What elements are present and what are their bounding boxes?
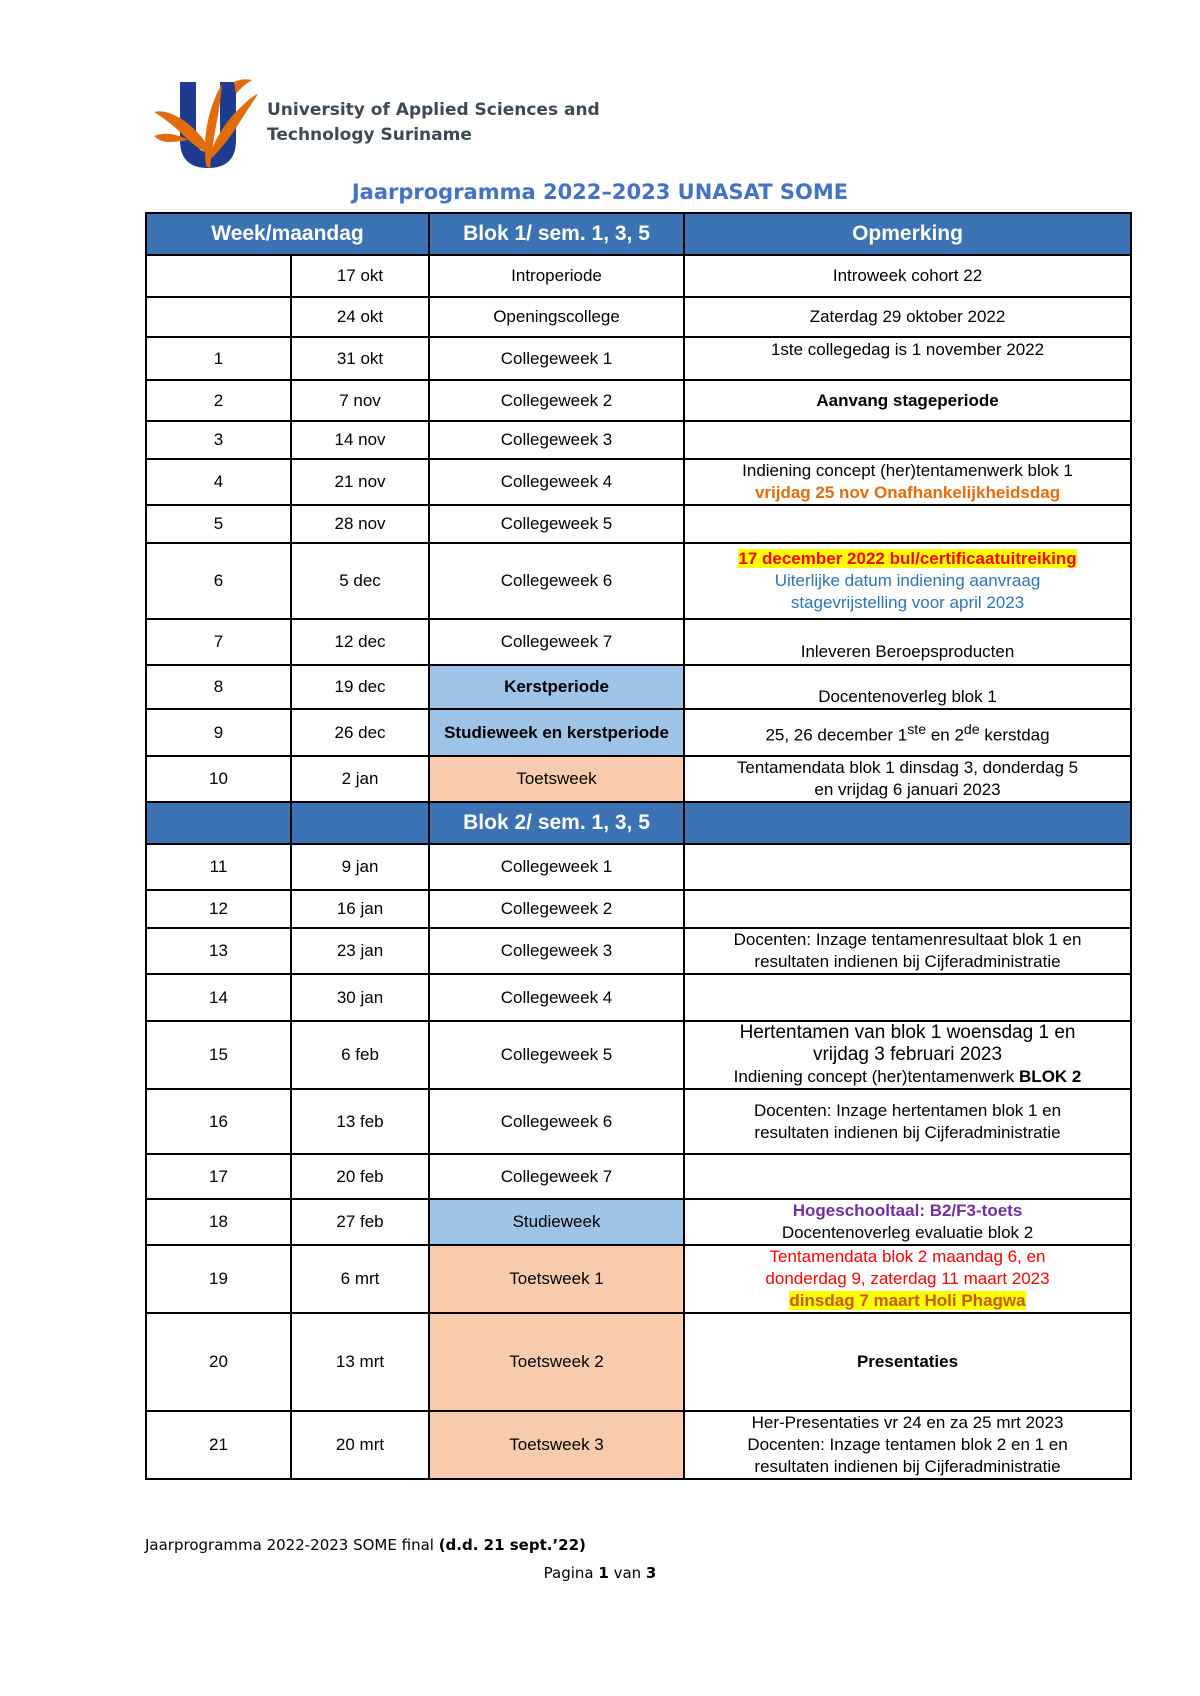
activity-label: Collegeweek 7: [500, 632, 613, 651]
logo-text-line1: University of Applied Sciences and: [267, 100, 600, 120]
table-row: [146, 380, 1131, 421]
week-number: 7: [213, 632, 224, 651]
week-date-cell: [291, 1245, 429, 1313]
document-title: Jaarprogramma 2022–2023 UNASAT SOME: [351, 180, 849, 204]
footer-page-num: 1: [598, 1564, 609, 1582]
note-line: 25, 26 december 1: [765, 725, 908, 745]
week-number-cell: [146, 380, 291, 421]
note-line: kerstdag: [979, 725, 1050, 745]
activity-label: Toetsweek 1: [509, 1269, 604, 1288]
activity-cell: [429, 619, 684, 665]
activity-label: Collegeweek 5: [500, 514, 613, 533]
note-line: Indiening concept (her)tentamenwerk: [733, 1067, 1020, 1086]
week-date-cell: [291, 421, 429, 459]
note-cell: [684, 1411, 1131, 1479]
activity-cell: [429, 890, 684, 928]
week-number-cell: [146, 756, 291, 802]
note-cell: [684, 459, 1131, 505]
week-number-cell: [146, 1089, 291, 1154]
note-cell: [684, 709, 1131, 756]
activity-label: Collegeweek 4: [500, 987, 613, 1007]
week-number-cell: [146, 337, 291, 380]
note-toets: Hogeschooltaal: B2/F3-toets: [792, 1201, 1023, 1220]
week-date-cell: [291, 1089, 429, 1154]
table-row: [146, 337, 1131, 380]
footer-page-total: 3: [645, 1564, 657, 1582]
footer-page-label: Pagina: [543, 1564, 599, 1582]
note-line: resultaten indienen bij Cijferadministratie: [754, 952, 1061, 971]
week-date: 27 feb: [336, 1212, 384, 1231]
week-date-cell: [291, 459, 429, 505]
note-cell: [684, 619, 1131, 665]
table-row: [146, 756, 1131, 802]
week-number-cell: [146, 890, 291, 928]
week-date-cell: [291, 1154, 429, 1199]
week-date-cell: [291, 756, 429, 802]
table-row: [146, 844, 1131, 890]
activity-label: Collegeweek 7: [500, 1166, 613, 1186]
note-line: Docenten: Inzage tentamen blok 2 en 1 en: [747, 1435, 1068, 1454]
activity-label: Collegeweek 2: [500, 390, 613, 410]
activity-cell: [429, 1411, 684, 1479]
week-number: 16: [209, 1111, 228, 1131]
week-date: 21 nov: [334, 472, 386, 491]
note-line: Presentaties: [856, 1352, 959, 1371]
note-cell: [684, 1021, 1131, 1089]
note-cell: [684, 337, 1131, 380]
week-date-cell: [291, 890, 429, 928]
note-cell: [684, 421, 1131, 459]
week-number-cell: [146, 1021, 291, 1089]
note-line: 1ste collegedag is 1 november 2022: [770, 339, 1045, 359]
note-line: Docenten: Inzage tentamenresultaat blok 1 en: [733, 930, 1082, 949]
note-cell: [684, 1154, 1131, 1199]
week-number-cell: [146, 297, 291, 337]
activity-label: Collegeweek 2: [500, 899, 613, 918]
note-line: en vrijdag 6 januari 2023: [814, 780, 1001, 799]
week-number: 6: [213, 571, 224, 590]
note-cell: [684, 380, 1131, 421]
activity-label: Toetsweek 2: [509, 1352, 604, 1371]
week-date-cell: [291, 844, 429, 890]
table-row: [146, 1313, 1131, 1411]
table-row: [146, 1411, 1131, 1479]
activity-cell: [429, 337, 684, 380]
note-line: Her-Presentaties vr 24 en za 25 mrt 2023: [751, 1413, 1064, 1432]
note-line: Tentamendata blok 1 dinsdag 3, donderdag 5: [736, 758, 1079, 777]
table-row: [146, 890, 1131, 928]
header-blok1-label: Blok 1/ sem. 1, 3, 5: [463, 222, 650, 245]
note-line: resultaten indienen bij Cijferadministratie: [754, 1122, 1061, 1142]
activity-label: Collegeweek 5: [500, 1045, 613, 1064]
table-row: [146, 619, 1131, 665]
activity-label: Collegeweek 6: [500, 571, 613, 590]
header-week-cell: [146, 213, 429, 255]
note-line: Docentenoverleg evaluatie blok 2: [781, 1223, 1034, 1242]
week-number-cell: [146, 974, 291, 1021]
blok2-header-empty: [146, 802, 291, 844]
activity-label: Studieweek: [512, 1212, 601, 1231]
week-number: 8: [213, 677, 224, 696]
week-number-cell: [146, 665, 291, 709]
note-cell: [684, 1313, 1131, 1411]
blok2-header-label: Blok 2/ sem. 1, 3, 5: [463, 811, 650, 834]
table-row: [146, 1245, 1131, 1313]
header-blok1-cell: [429, 213, 684, 255]
week-date-cell: [291, 928, 429, 974]
activity-cell: [429, 1021, 684, 1089]
week-date: 31 okt: [336, 348, 384, 368]
note-line: Introweek cohort 22: [832, 266, 983, 285]
note-cell: [684, 543, 1131, 619]
week-number-cell: [146, 255, 291, 297]
table-row: [146, 505, 1131, 543]
week-number: 2: [213, 390, 224, 410]
week-number: 10: [209, 769, 228, 788]
header-opmerking-cell: [684, 213, 1131, 255]
activity-cell: [429, 665, 684, 709]
note-cell: [684, 974, 1131, 1021]
week-date: 19 dec: [334, 677, 386, 696]
table-row: [146, 1089, 1131, 1154]
table-row: [146, 928, 1131, 974]
note-ceremony: 17 december 2022 bul/certificaatuitreiking: [738, 549, 1077, 568]
week-date: 20 feb: [336, 1166, 384, 1186]
note-line: Zaterdag 29 oktober 2022: [809, 307, 1006, 326]
note-cell: [684, 1245, 1131, 1313]
week-date-cell: [291, 255, 429, 297]
week-date: 26 dec: [334, 722, 386, 742]
activity-cell: [429, 1313, 684, 1411]
footer-page-mid: van: [608, 1564, 646, 1582]
activity-cell: [429, 505, 684, 543]
week-number-cell: [146, 1411, 291, 1479]
week-date: 6 mrt: [340, 1269, 380, 1288]
activity-cell: [429, 255, 684, 297]
activity-label: Kerstperiode: [504, 677, 609, 696]
activity-label: Toetsweek 3: [509, 1435, 604, 1454]
week-number: 17: [209, 1166, 228, 1186]
note-line: stagevrijstelling voor april 2023: [790, 593, 1025, 612]
activity-label: Toetsweek: [516, 769, 597, 788]
university-logo: [150, 76, 600, 176]
table-row: [146, 665, 1131, 709]
week-number: 4: [213, 472, 224, 491]
week-number: 14: [209, 987, 228, 1007]
activity-cell: [429, 421, 684, 459]
week-date: 13 feb: [336, 1111, 384, 1131]
activity-label: Collegeweek 1: [500, 348, 613, 368]
activity-label: Collegeweek 4: [500, 472, 613, 491]
table-row: [146, 459, 1131, 505]
activity-cell: [429, 1089, 684, 1154]
week-number-cell: [146, 1199, 291, 1245]
activity-label: Openingscollege: [493, 307, 620, 326]
table-row: [146, 297, 1131, 337]
footer-page-number: [0, 1564, 1200, 1582]
footer-prefix: Jaarprogramma 2022-2023 SOME final: [145, 1536, 439, 1554]
activity-label: Collegeweek 3: [500, 430, 613, 449]
week-number: 15: [209, 1045, 228, 1064]
note-line: vrijdag 3 februari 2023: [812, 1044, 1003, 1065]
note-cell: [684, 297, 1131, 337]
week-date: 2 jan: [341, 769, 379, 788]
header-opmerking-label: Opmerking: [852, 222, 963, 245]
week-date-cell: [291, 297, 429, 337]
week-date-cell: [291, 505, 429, 543]
activity-cell: [429, 543, 684, 619]
table-header-row: [146, 213, 1131, 255]
note-line: Docentenoverleg blok 1: [818, 687, 997, 706]
unasat-logo-icon: [150, 76, 265, 176]
week-number: 21: [209, 1435, 228, 1454]
table-row: [146, 543, 1131, 619]
note-line: Aanvang stageperiode: [816, 390, 999, 410]
blok2-header-empty: [291, 802, 429, 844]
activity-cell: [429, 1199, 684, 1245]
week-number: 18: [209, 1212, 228, 1231]
blok2-header-cell: [429, 802, 684, 844]
logo-text-line2: Technology Suriname: [267, 125, 472, 145]
table-row: [146, 421, 1131, 459]
year-program-table: [145, 212, 1132, 1480]
week-number: 11: [209, 857, 228, 876]
note-cell: [684, 505, 1131, 543]
note-line: donderdag 9, zaterdag 11 maart 2023: [765, 1269, 1050, 1288]
week-date: 6 feb: [341, 1045, 379, 1064]
footer-date: (d.d. 21 sept.’22): [438, 1536, 586, 1554]
note-cell: [684, 890, 1131, 928]
week-date-cell: [291, 1021, 429, 1089]
note-sup: ste: [907, 721, 927, 738]
header-week-label: Week/maandag: [211, 222, 364, 245]
activity-label: Studieweek en kerstperiode: [444, 722, 669, 742]
activity-cell: [429, 297, 684, 337]
week-number: 3: [213, 430, 224, 449]
week-date: 30 jan: [336, 987, 384, 1007]
week-number-cell: [146, 928, 291, 974]
week-number: 13: [209, 941, 228, 960]
activity-cell: [429, 380, 684, 421]
note-line: BLOK 2: [1019, 1067, 1082, 1086]
activity-label: Collegeweek 1: [500, 857, 613, 876]
week-number: 20: [209, 1352, 228, 1371]
week-number-cell: [146, 543, 291, 619]
week-date-cell: [291, 1411, 429, 1479]
note-line: resultaten indienen bij Cijferadministratie: [754, 1457, 1061, 1476]
week-date-cell: [291, 380, 429, 421]
week-date: 7 nov: [339, 390, 381, 410]
week-date: 16 jan: [336, 899, 384, 918]
note-cell: [684, 665, 1131, 709]
week-date: 13 mrt: [335, 1352, 385, 1371]
week-date-cell: [291, 619, 429, 665]
week-date-cell: [291, 543, 429, 619]
week-number-cell: [146, 844, 291, 890]
table-row: [146, 1154, 1131, 1199]
note-line: Uiterlijke datum indiening aanvraag: [774, 571, 1041, 590]
week-number-cell: [146, 619, 291, 665]
activity-label: Collegeweek 3: [500, 941, 613, 960]
week-number: 1: [213, 348, 224, 368]
week-number: 12: [209, 899, 228, 918]
week-date: 28 nov: [334, 514, 386, 533]
note-cell: [684, 844, 1131, 890]
activity-cell: [429, 974, 684, 1021]
note-line: Inleveren Beroepsproducten: [800, 642, 1015, 661]
blok2-header-empty: [684, 802, 1131, 844]
week-number-cell: [146, 1154, 291, 1199]
note-cell: [684, 756, 1131, 802]
note-cell: [684, 255, 1131, 297]
week-number-cell: [146, 1313, 291, 1411]
blok2-header-row: [146, 802, 1131, 844]
week-date-cell: [291, 1199, 429, 1245]
note-holiday: vrijdag 25 nov Onafhankelijkheidsdag: [754, 483, 1061, 502]
activity-cell: [429, 844, 684, 890]
table-row: [146, 1021, 1131, 1089]
activity-cell: [429, 1245, 684, 1313]
week-number: 9: [213, 722, 224, 742]
note-line: Indiening concept (her)tentamenwerk blok 1: [742, 461, 1073, 480]
activity-cell: [429, 756, 684, 802]
footer-document-info: [145, 1536, 586, 1554]
activity-cell: [429, 1154, 684, 1199]
week-date: 14 nov: [334, 430, 386, 449]
note-line: Tentamendata blok 2 maandag 6, en: [769, 1247, 1046, 1266]
week-date: 24 okt: [336, 307, 384, 326]
note-cell: [684, 1089, 1131, 1154]
note-sup: de: [963, 721, 980, 738]
week-number-cell: [146, 709, 291, 756]
week-number-cell: [146, 1245, 291, 1313]
activity-cell: [429, 928, 684, 974]
week-number: 19: [209, 1269, 228, 1288]
table-row: [146, 1199, 1131, 1245]
table-row: [146, 709, 1131, 756]
table-row: [146, 974, 1131, 1021]
week-date: 5 dec: [339, 571, 381, 590]
note-cell: [684, 1199, 1131, 1245]
week-date: 23 jan: [336, 941, 384, 960]
week-number-cell: [146, 421, 291, 459]
note-line: en 2: [926, 725, 964, 745]
week-number-cell: [146, 459, 291, 505]
activity-label: Collegeweek 6: [500, 1111, 613, 1131]
week-date-cell: [291, 665, 429, 709]
note-line: Hertentamen van blok 1 woensdag 1 en: [739, 1022, 1076, 1043]
table-row: [146, 255, 1131, 297]
activity-cell: [429, 709, 684, 756]
week-date: 17 okt: [336, 266, 384, 285]
week-date: 9 jan: [341, 857, 379, 876]
activity-label: Introperiode: [511, 266, 602, 285]
week-date: 12 dec: [334, 632, 386, 651]
note-line: Docenten: Inzage hertentamen blok 1 en: [753, 1100, 1062, 1120]
week-date-cell: [291, 1313, 429, 1411]
week-number-cell: [146, 505, 291, 543]
note-holiday: dinsdag 7 maart Holi Phagwa: [789, 1291, 1026, 1310]
week-date-cell: [291, 709, 429, 756]
activity-cell: [429, 459, 684, 505]
week-date: 20 mrt: [335, 1435, 385, 1454]
week-date-cell: [291, 974, 429, 1021]
week-number: 5: [213, 514, 224, 533]
note-cell: [684, 928, 1131, 974]
week-date-cell: [291, 337, 429, 380]
